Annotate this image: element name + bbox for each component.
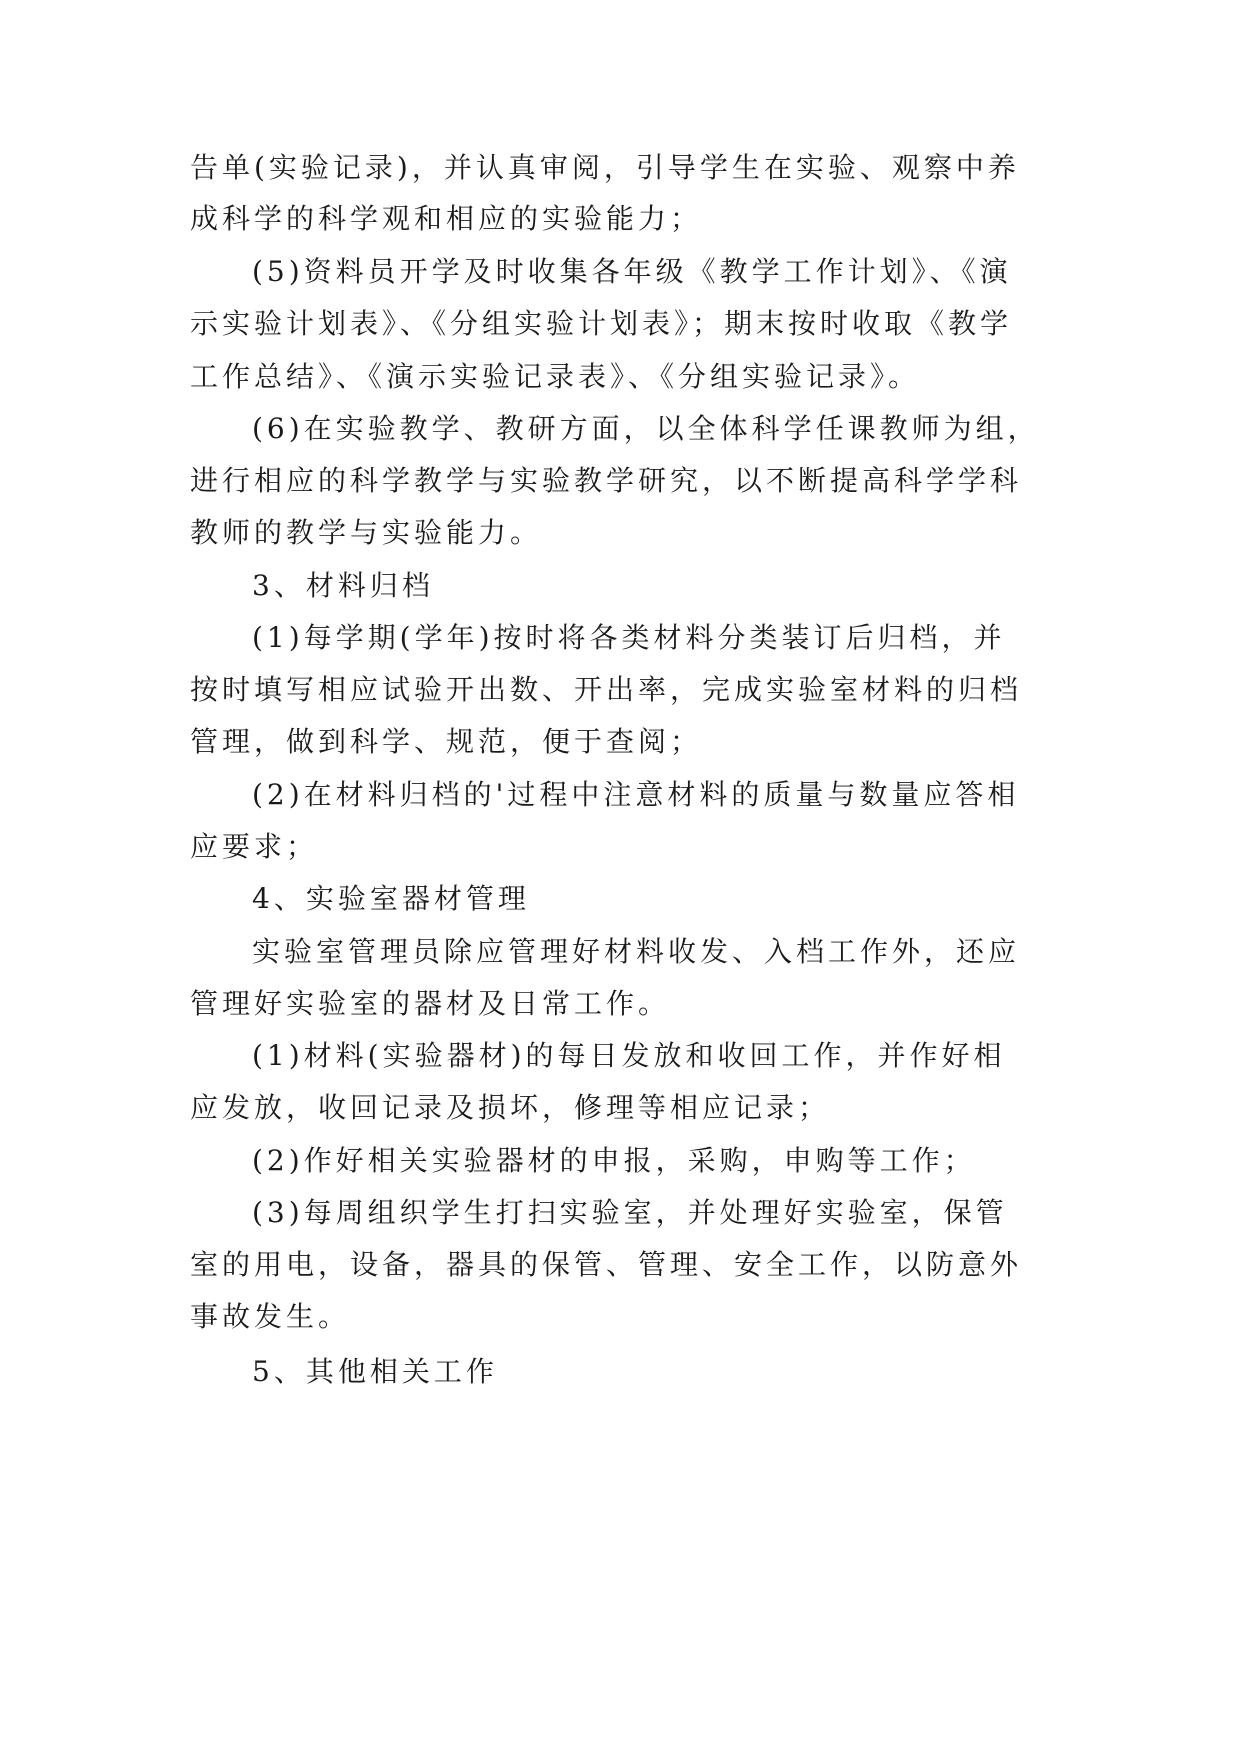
text-line: 事故发生。 bbox=[190, 1300, 351, 1333]
text-line: (3)每周组织学生打扫实验室，并处理好实验室，保管 bbox=[252, 1196, 1008, 1229]
text-line: 管理好实验室的器材及日常工作。 bbox=[190, 987, 671, 1020]
text-line: 告单(实验记录)，并认真审阅，引导学生在实验、观察中养 bbox=[190, 151, 1020, 184]
text-line: 示实验计划表》、《分组实验计划表》；期末按时收取《教学 bbox=[190, 307, 1013, 340]
text-line: 管理，做到科学、规范，便于查阅； bbox=[190, 725, 703, 758]
section-heading: 3、材料归档 bbox=[252, 569, 434, 602]
text-line: (1)每学期(学年)按时将各类材料分类装订后归档，并 bbox=[252, 621, 1006, 654]
text-line: (6)在实验教学、教研方面，以全体科学任课教师为组， bbox=[252, 412, 1040, 445]
section-heading: 5、其他相关工作 bbox=[252, 1355, 498, 1388]
text-line: 进行相应的科学教学与实验教学研究，以不断提高科学学科 bbox=[190, 464, 1023, 497]
text-line: 按时填写相应试验开出数、开出率，完成实验室材料的归档 bbox=[190, 673, 1023, 706]
text-line: (2)在材料归档的'过程中注意材料的质量与数量应答相 bbox=[252, 778, 1020, 811]
text-line: 室的用电，设备，器具的保管、管理、安全工作，以防意外 bbox=[190, 1248, 1023, 1281]
text-line: 实验室管理员除应管理好材料收发、入档工作外，还应 bbox=[252, 935, 1021, 968]
text-line: 教师的教学与实验能力。 bbox=[190, 516, 543, 549]
text-line: 应要求； bbox=[190, 830, 319, 863]
text-line: (5)资料员开学及时收集各年级《教学工作计划》、《演 bbox=[252, 255, 1012, 288]
text-line: 应发放，收回记录及损坏，修理等相应记录； bbox=[190, 1091, 831, 1124]
text-line: (1)材料(实验器材)的每日发放和收回工作，并作好相 bbox=[252, 1039, 1006, 1072]
text-line: 工作总结》、《演示实验记录表》、《分组实验记录》。 bbox=[190, 360, 921, 393]
text-line: 成科学的科学观和相应的实验能力； bbox=[190, 202, 703, 235]
section-heading: 4、实验室器材管理 bbox=[252, 882, 530, 915]
text-line: (2)作好相关实验器材的申报，采购，申购等工作； bbox=[252, 1144, 976, 1177]
